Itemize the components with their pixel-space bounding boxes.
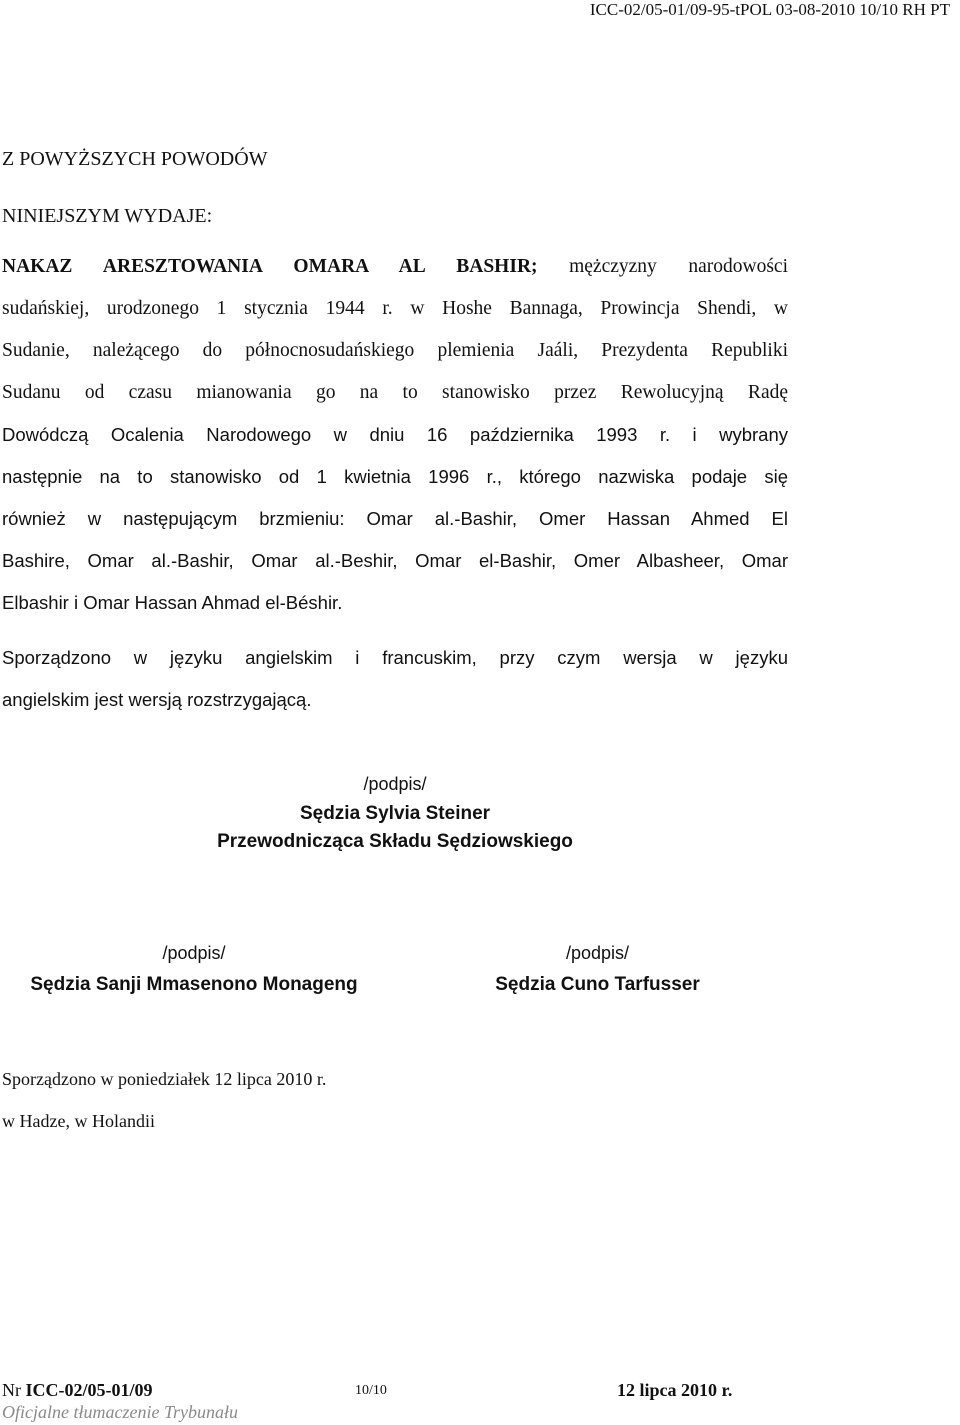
paragraph-line: sudańskiej, urodzonego 1 stycznia 1944 r. w Hoshe Bannaga, Prowincja Shendi, w	[2, 298, 788, 319]
footer-date: 12 lipca 2010 r.	[617, 1380, 733, 1400]
paragraph-line: następnie na to stanowisko od 1 kwietnia 1996 r., którego nazwiska podaje się	[2, 466, 788, 487]
judge-name-left: Sędzia Sanji Mmasenono Monageng	[30, 974, 358, 995]
paragraph-line: również w następującym brzmieniu: Omar al.-Bashir, Omer Hassan Ahmed El	[2, 508, 788, 529]
signing-date: Sporządzono w poniedziałek 12 lipca 2010 r.	[2, 1069, 327, 1089]
right-signature-block	[470, 943, 725, 999]
footer-nr-label: Nr	[2, 1380, 21, 1400]
paragraph-line: Sudanu od czasu mianowania go na to stanowisko przez Rewolucyjną Radę	[2, 382, 788, 403]
paragraph-line	[2, 246, 788, 288]
footer-translation-note: Oficjalne tłumaczenie Trybunału	[2, 1402, 238, 1422]
warrant-title-continuation: mężczyzny narodowości	[537, 256, 788, 277]
paragraph-line: Sudanie, należącego do północnosudańskiego plemienia Jaáli, Prezydenta Republiki	[2, 340, 788, 361]
section-heading-reasons: Z POWYŻSZYCH POWODÓW	[2, 148, 268, 170]
left-signature-block	[5, 943, 383, 999]
judge-name-right: Sędzia Cuno Tarfusser	[495, 974, 700, 995]
footer-page-number: 10/10	[355, 1383, 387, 1398]
presiding-signature-block	[195, 774, 595, 856]
paragraph-line: Sporządzono w języku angielskim i francuskim, przy czym wersja w języku	[2, 647, 788, 668]
section-heading-issues: NINIEJSZYM WYDAJE:	[2, 205, 213, 227]
document-reference-header: ICC-02/05-01/09-95-tPOL 03-08-2010 10/10 RH PT	[589, 0, 950, 19]
signing-place: w Hadze, w Holandii	[2, 1111, 155, 1131]
language-paragraph	[2, 637, 788, 721]
paragraph-line: Dowódczą Ocalenia Narodowego w dniu 16 października 1993 r. i wybrany	[2, 424, 788, 445]
signature-mark: /podpis/	[363, 774, 427, 794]
footer-nr-value: ICC-02/05-01/09	[25, 1380, 153, 1400]
presiding-judge-role: Przewodnicząca Składu Sędziowskiego	[217, 831, 573, 852]
signature-mark: /podpis/	[565, 943, 630, 963]
presiding-judge-name: Sędzia Sylvia Steiner	[299, 803, 491, 824]
paragraph-line: Bashire, Omar al.-Bashir, Omar al.-Beshir, Omar el-Bashir, Omer Albasheer, Omar	[2, 550, 788, 571]
paragraph-line: angielskim jest wersją rozstrzygającą.	[2, 689, 312, 710]
signature-mark: /podpis/	[162, 943, 226, 963]
warrant-title: NAKAZ ARESZTOWANIA OMARA AL BASHIR;	[2, 256, 538, 277]
paragraph-line: Elbashir i Omar Hassan Ahmad el-Béshir.	[2, 592, 343, 613]
footer-case-number	[2, 1380, 153, 1401]
warrant-paragraph	[2, 246, 788, 624]
